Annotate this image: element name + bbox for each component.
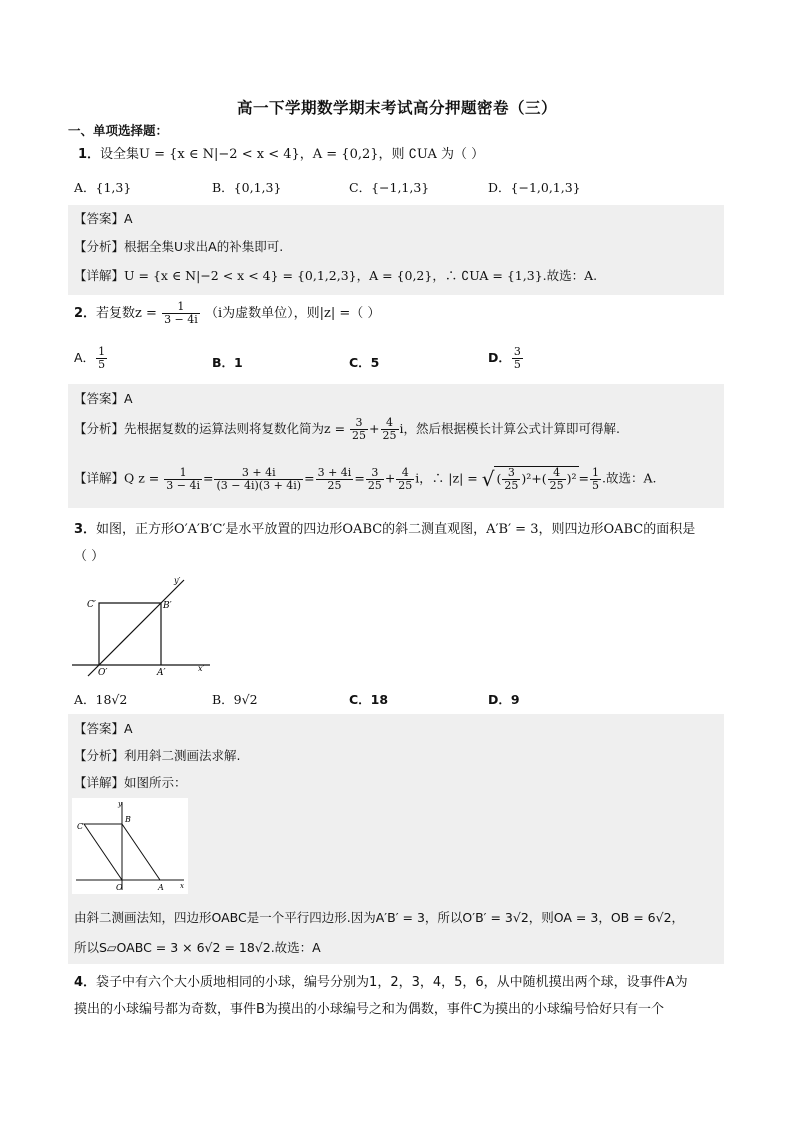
- denominator: 25: [367, 478, 382, 492]
- answer-value: A: [124, 211, 133, 226]
- label-o: O: [116, 883, 123, 892]
- fraction: [590, 467, 601, 492]
- denominator: (3 − 4i)(3 + 4i): [216, 478, 302, 492]
- detail-line: [74, 773, 187, 791]
- option-b: B．{0,1,3}: [212, 180, 282, 195]
- detail-text-mid: i，∴ |z| =: [415, 470, 478, 486]
- answer-value: A: [124, 391, 133, 406]
- numerator: 3: [350, 417, 368, 430]
- question-2-stem: [74, 301, 380, 326]
- equals-sign: =: [354, 470, 365, 486]
- denominator: 3 − 4i: [164, 313, 198, 326]
- answer-line: [74, 719, 133, 737]
- page-title: 高一下学期数学期末考试高分押题密卷（三）: [236, 99, 557, 117]
- fraction: [512, 346, 523, 371]
- question-4-line2: 摸出的小球编号都为奇数，事件B为摸出的小球编号之和为偶数，事件C为摸出的小球编号恰好只有一个: [74, 1002, 664, 1017]
- detail-label: 【详解】: [74, 470, 125, 486]
- question-3-stem: [74, 518, 695, 537]
- option-label: D．: [488, 350, 511, 365]
- detail-text-tail: .故选：A.: [602, 470, 657, 486]
- y-axis: [88, 580, 184, 676]
- detail-text: 如图所示：: [124, 775, 187, 790]
- answer-label: 【答案】: [74, 211, 125, 226]
- detail-label: 【详解】: [74, 268, 125, 283]
- question-text: 袋子中有六个大小质地相同的小球，编号分别为1，2，3，4，5，6，从中随机摸出两个球，设事件A为: [96, 975, 688, 990]
- denominator: 3 − 4i: [166, 478, 200, 492]
- label-c: C: [77, 822, 84, 831]
- answer-label: 【答案】: [74, 391, 125, 406]
- question-number: 3．: [74, 522, 97, 537]
- answer-line: [74, 209, 133, 227]
- fraction: [214, 467, 303, 492]
- numerator: 1: [162, 301, 200, 314]
- plus-sign: +: [531, 471, 542, 486]
- answer-value: A: [124, 721, 133, 736]
- sqrt-sign: √: [481, 467, 495, 491]
- analysis-text: 利用斜二测画法求解.: [124, 748, 241, 763]
- option-c: C．18: [349, 692, 389, 707]
- paren: (: [496, 471, 502, 486]
- denominator: 25: [504, 479, 519, 492]
- figure-parallelogram: [72, 798, 188, 894]
- detail-line: [74, 466, 656, 492]
- label-x: x: [180, 882, 184, 890]
- label-y: y: [118, 800, 122, 808]
- analysis-label: 【分析】: [74, 421, 125, 436]
- numerator: 1: [164, 467, 202, 480]
- question-text: 如图，正方形O′A′B′C′是水平放置的四边形OABC的斜二测直观图，A′B′ = 3，则四边形OABC的面积是: [96, 522, 696, 537]
- question-1-stem: [78, 143, 484, 162]
- question-text: 设全集U = {x ∈ N|−2 < x < 4}，A = {0,2}，则 ∁UA 为（ ）: [100, 147, 485, 162]
- analysis-text-b: i，然后根据模长计算公式计算即可得解.: [399, 421, 621, 436]
- figure-oblique-square: [70, 572, 220, 680]
- fraction: [96, 346, 107, 371]
- analysis-line: [74, 417, 620, 442]
- numerator: 4: [548, 467, 566, 480]
- detail-text-a: Q z =: [124, 470, 160, 486]
- label-a: A′: [157, 668, 166, 678]
- option-a: A．18√2: [74, 692, 128, 707]
- fraction: [164, 467, 202, 492]
- paren: )²: [566, 471, 577, 486]
- analysis-line: [74, 237, 283, 255]
- label-b: B′: [163, 601, 172, 611]
- option-a: [74, 346, 108, 371]
- numerator: 3: [366, 467, 384, 480]
- answer-line: [74, 389, 133, 407]
- option-label: A．: [74, 350, 96, 365]
- question-number: 2．: [74, 306, 97, 321]
- denominator: 5: [592, 478, 599, 492]
- numerator: 3 + 4i: [317, 465, 352, 479]
- detail-line: [74, 266, 597, 284]
- paren: (: [541, 471, 547, 486]
- option-d: D．9: [488, 692, 520, 707]
- fraction: [350, 417, 368, 442]
- fraction: [316, 467, 354, 492]
- detail-label: 【详解】: [74, 775, 125, 790]
- plus-sign: +: [384, 470, 396, 486]
- plus-sign: +: [369, 421, 380, 436]
- label-x: x′: [198, 664, 205, 673]
- numerator: 3 + 4i: [214, 467, 303, 480]
- denominator: 25: [327, 478, 342, 492]
- detail-text: U = {x ∈ N|−2 < x < 4} = {0,1,2,3}，A = {0,2}，∴ ∁UA = {1,3}.故选：A.: [124, 268, 598, 283]
- option-d: [488, 346, 524, 371]
- fraction: [381, 417, 399, 442]
- denominator: 25: [398, 478, 413, 492]
- numerator: 4: [381, 417, 399, 430]
- analysis-line: [74, 746, 241, 764]
- option-a: A．{1,3}: [74, 180, 132, 195]
- denominator: 5: [98, 358, 106, 371]
- label-c: C′: [87, 600, 96, 610]
- label-y: y′: [174, 576, 181, 585]
- denominator: 5: [513, 358, 521, 371]
- denominator: 25: [382, 429, 397, 442]
- denominator: 25: [549, 479, 564, 492]
- equals-sign: =: [304, 470, 315, 486]
- numerator: 4: [396, 467, 414, 480]
- solution-line-1: 由斜二测画法知，四边形OABC是一个平行四边形.因为A′B′ = 3，所以O′B′ = 3√2，则OA = 3，OB = 6√2，: [74, 910, 685, 925]
- option-c: C．{−1,1,3}: [349, 180, 430, 195]
- equals-sign: =: [578, 470, 589, 486]
- label-o: O′: [98, 668, 108, 678]
- option-d: D．{−1,0,1,3}: [488, 180, 581, 195]
- numerator: 3: [513, 345, 521, 358]
- fraction: [366, 467, 384, 492]
- analysis-label: 【分析】: [74, 239, 125, 254]
- fraction: [162, 301, 200, 326]
- fraction: [502, 467, 520, 492]
- paren: )²: [521, 471, 532, 486]
- question-text-a: 若复数z =: [96, 306, 157, 321]
- analysis-text: 根据全集U求出A的补集即可.: [124, 239, 284, 254]
- numerator: 1: [592, 465, 599, 479]
- analysis-text-a: 先根据复数的运算法则将复数化简为z =: [124, 421, 346, 436]
- question-3-stem-line2: （ ）: [74, 549, 105, 564]
- sqrt-radicand: [494, 466, 578, 492]
- question-4-stem: [74, 971, 688, 990]
- answer-label: 【答案】: [74, 721, 125, 736]
- numerator: 1: [98, 345, 106, 358]
- equals-sign: =: [203, 470, 214, 486]
- section-heading: 一、单项选择题：: [68, 123, 169, 138]
- label-b: B: [125, 815, 131, 824]
- option-c: C．5: [349, 355, 380, 370]
- question-number: 1．: [78, 147, 101, 162]
- fraction: [548, 467, 566, 492]
- analysis-label: 【分析】: [74, 748, 125, 763]
- fraction: [396, 467, 414, 492]
- solution-line-2: 所以S▱OABC = 3 × 6√2 = 18√2.故选：A: [74, 940, 321, 955]
- numerator: 3: [502, 467, 520, 480]
- denominator: 25: [352, 429, 367, 442]
- question-number: 4．: [74, 975, 97, 990]
- option-b: B．1: [212, 355, 243, 370]
- question-text-b: （i为虚数单位），则|z| =（ ）: [204, 306, 381, 321]
- label-a: A: [158, 883, 164, 892]
- option-b: B．9√2: [212, 692, 258, 707]
